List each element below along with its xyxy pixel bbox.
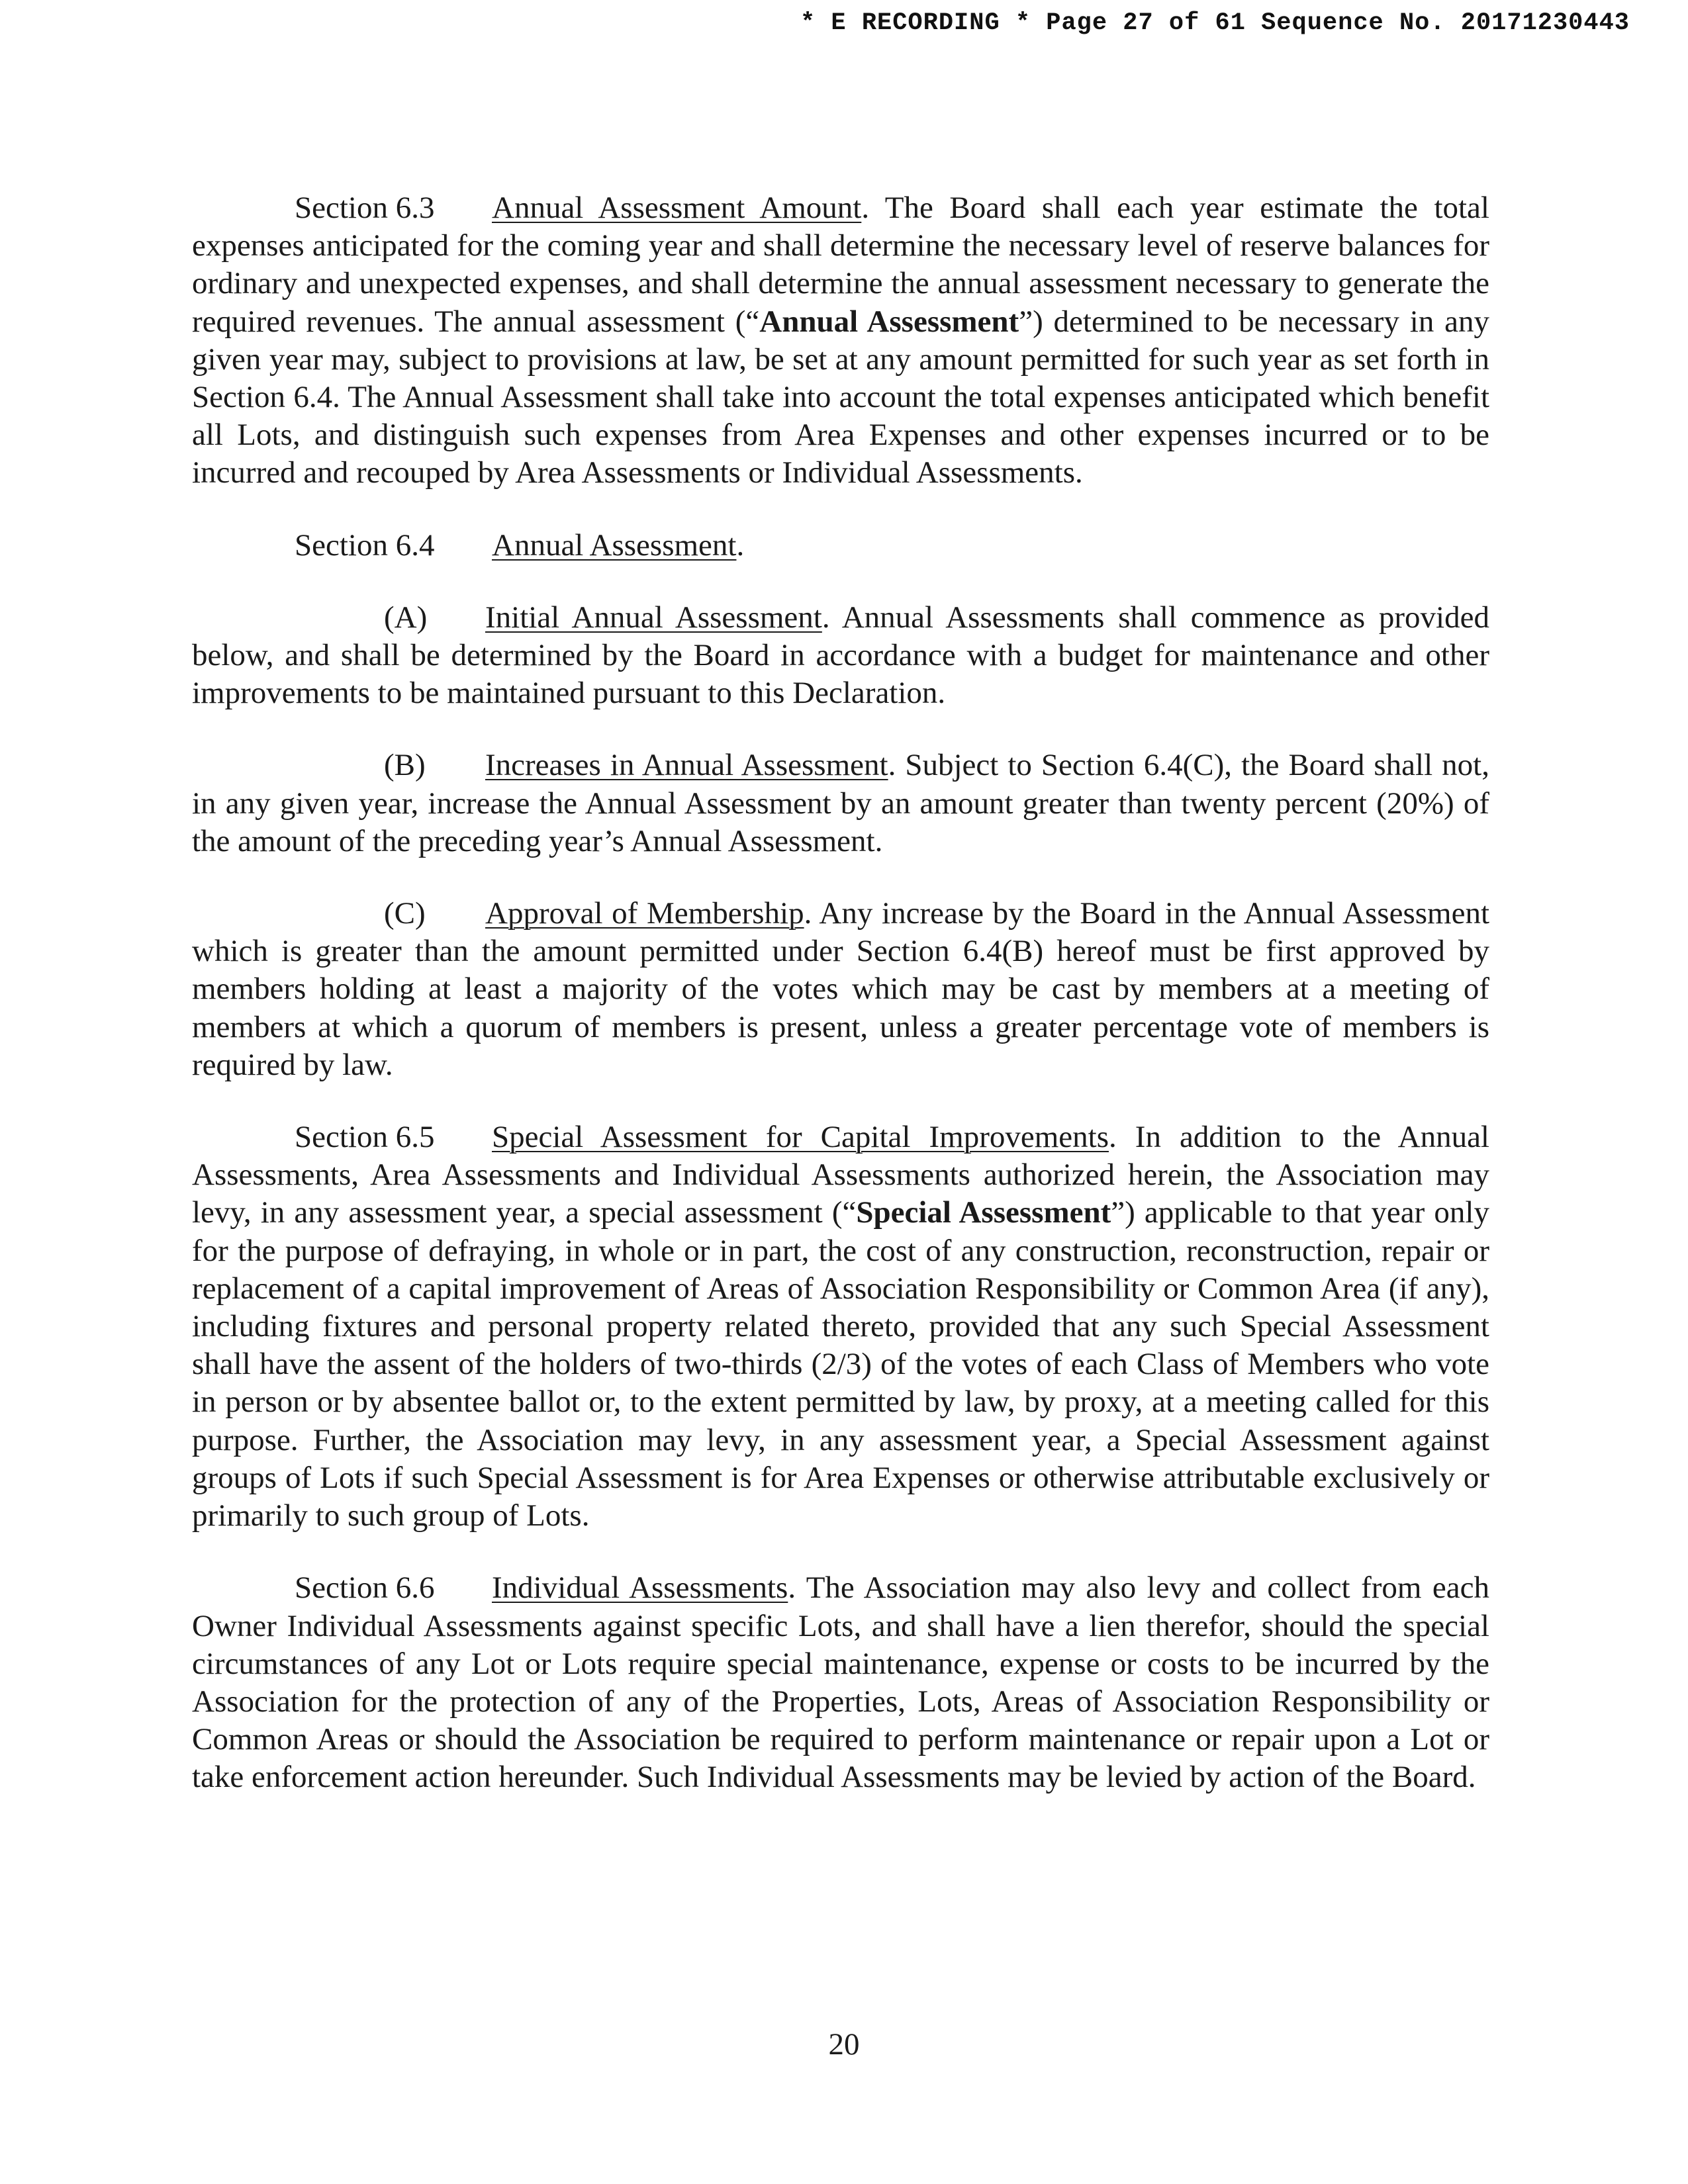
- subsection-6-4-a: [192, 599, 1489, 713]
- recording-header: * E RECORDING * Page 27 of 61 Sequence No. 20171230443: [800, 9, 1630, 37]
- section-6-6: [192, 1569, 1489, 1796]
- section-title: Individual Assessments: [492, 1570, 788, 1606]
- subsection-label: (A): [384, 600, 428, 635]
- section-label: Section 6.5: [295, 1120, 435, 1155]
- subsection-label: (C): [384, 896, 426, 931]
- section-label: Section 6.4: [295, 527, 435, 563]
- document-body: [192, 189, 1489, 1797]
- subsection-label: (B): [384, 748, 426, 783]
- subsection-text: . Annual Assessments shall commence as provided below, and shall be determined by the Board in accordance with a budget for maintenance and other improvements to be maintained pursuant to this Declaration.: [192, 600, 1489, 711]
- section-text: ”) applicable to that year only for the purpose of defraying, in whole or in part, the cost of any construction, reconstruction, repair or replacement of a capital improvement of Areas of Association Responsibility or Common Area (if any), including fixtures and personal property related thereto, provided that any such Special Assessment shall have the assent of the holders of two-thirds (2/3) of the votes of each Class of Members who vote in person or by absentee ballot or, to the extent permitted by law, by proxy, at a meeting called for this purpose. Further, the Association may levy, in any assessment year, a Special Assessment against groups of Lots if such Special Assessment is for Area Expenses or otherwise attributable exclusively or primarily to such group of Lots.: [192, 1195, 1489, 1533]
- subsection-text: . Subject to Section 6.4(C), the Board shall not, in any given year, increase the Annual Assessment by an amount greater than twenty percent (20%) of the amount of the preceding year’s Annual Assessment.: [192, 748, 1489, 858]
- subsection-6-4-c: [192, 895, 1489, 1084]
- defined-term: Special Assessment: [856, 1195, 1111, 1230]
- subsection-text: . Any increase by the Board in the Annual Assessment which is greater than the amount permitted under Section 6.4(B) hereof must be first approved by members holding at least a majority of the votes which may be cast by members at a meeting of members at which a quorum of members is present, unless a greater percentage vote of members is required by law.: [192, 896, 1490, 1082]
- defined-term: Annual Assessment: [759, 304, 1019, 339]
- section-title: Annual Assessment Amount: [492, 191, 862, 225]
- subsection-title: Approval of Membership: [485, 896, 804, 931]
- section-text: . The Board shall each year estimate the total expenses anticipated for the coming year and shall determine the necessary level of reserve balances for ordinary and unexpected expenses, and shall determine the annual assessment necessary to generate the required revenues. The annual assessment (“: [192, 191, 1489, 339]
- subsection-title: Initial Annual Assessment: [485, 600, 822, 635]
- section-title: Annual Assessment: [492, 527, 737, 563]
- section-label: Section 6.6: [295, 1570, 435, 1606]
- section-text: . The Association may also levy and collect from each Owner Individual Assessments against specific Lots, and shall have a lien therefor, should the special circumstances of any Lot or Lots require special maintenance, expense or costs to be incurred by the Association for the protection of any of the Properties, Lots, Areas of Association Responsibility or Common Areas or should the Association be required to perform maintenance or repair upon a Lot or take enforcement action hereunder. Such Individual Assessments may be levied by action of the Board.: [192, 1570, 1490, 1795]
- section-text: ”) determined to be necessary in any given year may, subject to provisions at law, be set at any amount permitted for such year as set forth in Section 6.4. The Annual Assessment shall take into account the total expenses anticipated which benefit all Lots, and distinguish such expenses from Area Expenses and other expenses incurred or to be incurred and recouped by Area Assessments or Individual Assessments.: [192, 304, 1490, 490]
- subsection-6-4-b: [192, 747, 1489, 860]
- section-title: Special Assessment for Capital Improvements: [492, 1120, 1109, 1155]
- section-6-5: [192, 1118, 1489, 1535]
- section-title-period: .: [736, 527, 745, 563]
- page-number: 20: [828, 2027, 860, 2062]
- section-6-4-heading: [192, 527, 1489, 565]
- section-label: Section 6.3: [295, 191, 435, 225]
- subsection-title: Increases in Annual Assessment: [485, 748, 888, 783]
- section-text: . In addition to the Annual Assessments, Area Assessments and Individual Assessments authorized herein, the Association may levy, in any assessment year, a special assessment (“: [192, 1120, 1489, 1230]
- section-6-3: [192, 189, 1489, 492]
